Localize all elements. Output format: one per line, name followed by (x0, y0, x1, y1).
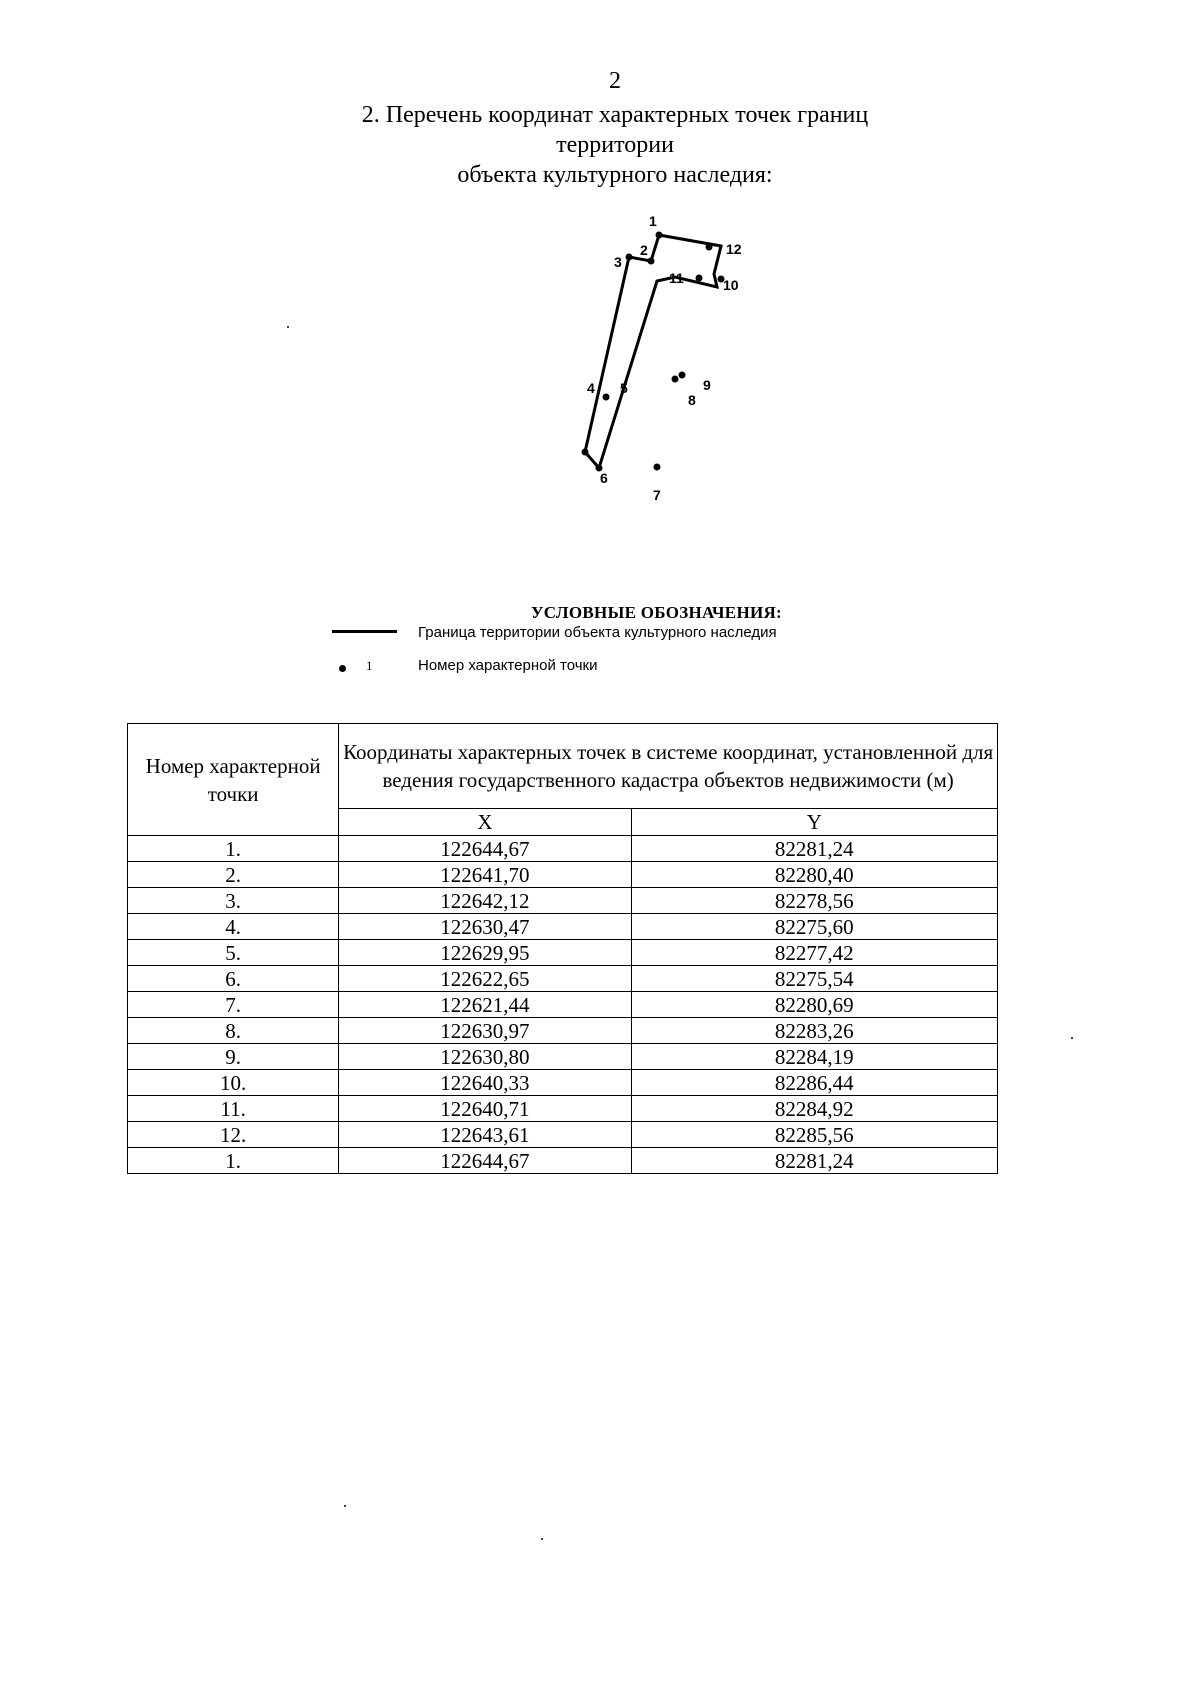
header-coordinates: Координаты характерных точек в системе координат, установленной для ведения государственного кадастра объектов недвижимости (м) (339, 724, 998, 809)
y-coordinate-cell: 82286,44 (631, 1070, 997, 1096)
scan-speck (287, 326, 289, 328)
table-row (128, 1070, 998, 1096)
scheme-point-marker (648, 258, 655, 265)
legend-boundary-label: Граница территории объекта культурного наследия (418, 624, 777, 641)
legend-boundary-line (332, 630, 397, 633)
table-row (128, 914, 998, 940)
table-row (128, 888, 998, 914)
table-row (128, 1018, 998, 1044)
point-number-cell: 1. (128, 836, 339, 862)
page-number: 2 (609, 68, 621, 94)
x-coordinate-cell: 122622,65 (339, 966, 631, 992)
table-row (128, 940, 998, 966)
x-coordinate-cell: 122640,71 (339, 1096, 631, 1122)
scheme-point-label: 10 (723, 277, 739, 293)
legend-point-marker (339, 665, 346, 672)
point-number-cell: 7. (128, 992, 339, 1018)
x-coordinate-cell: 122642,12 (339, 888, 631, 914)
header-point-number: Номер характерной точки (128, 724, 339, 836)
point-number-cell: 5. (128, 940, 339, 966)
scheme-point-marker (582, 449, 589, 456)
scheme-point-marker (672, 376, 679, 383)
point-number-cell: 9. (128, 1044, 339, 1070)
title-line-2: объекта культурного наследия: (457, 162, 773, 188)
boundary-scheme (0, 0, 1200, 560)
x-coordinate-cell: 122621,44 (339, 992, 631, 1018)
title-line-1: 2. Перечень координат характерных точек границ территории (361, 102, 869, 158)
scheme-point-marker (656, 232, 663, 239)
y-coordinate-cell: 82283,26 (631, 1018, 997, 1044)
legend-title: УСЛОВНЫЕ ОБОЗНАЧЕНИЯ: (531, 603, 783, 622)
point-number-cell: 2. (128, 862, 339, 888)
scheme-point-label: 2 (640, 242, 648, 258)
y-coordinate-cell: 82275,54 (631, 966, 997, 992)
header-y: Y (631, 809, 997, 836)
table-row (128, 1044, 998, 1070)
point-number-cell: 1. (128, 1148, 339, 1174)
x-coordinate-cell: 122643,61 (339, 1122, 631, 1148)
legend-point-label: Номер характерной точки (418, 657, 598, 674)
y-coordinate-cell: 82285,56 (631, 1122, 997, 1148)
scan-speck (1071, 1037, 1073, 1039)
y-coordinate-cell: 82280,40 (631, 862, 997, 888)
point-number-cell: 8. (128, 1018, 339, 1044)
scheme-point-label: 11 (669, 270, 684, 286)
x-coordinate-cell: 122640,33 (339, 1070, 631, 1096)
point-number-cell: 6. (128, 966, 339, 992)
x-coordinate-cell: 122629,95 (339, 940, 631, 966)
point-number-cell: 3. (128, 888, 339, 914)
x-coordinate-cell: 122630,80 (339, 1044, 631, 1070)
x-coordinate-cell: 122641,70 (339, 862, 631, 888)
scan-speck (344, 1505, 346, 1507)
x-coordinate-cell: 122644,67 (339, 836, 631, 862)
x-coordinate-cell: 122630,47 (339, 914, 631, 940)
table-row (128, 966, 998, 992)
scheme-point-label: 8 (688, 392, 696, 408)
table-row (128, 1096, 998, 1122)
point-number-cell: 4. (128, 914, 339, 940)
legend-point-sample-label: 1 (366, 658, 373, 673)
y-coordinate-cell: 82278,56 (631, 888, 997, 914)
scan-speck (541, 1538, 543, 1540)
table-row (128, 862, 998, 888)
scheme-point-label: 5 (620, 380, 628, 396)
y-coordinate-cell: 82281,24 (631, 1148, 997, 1174)
scheme-point-label: 4 (587, 380, 595, 396)
x-coordinate-cell: 122644,67 (339, 1148, 631, 1174)
scheme-point-label: 6 (600, 470, 608, 486)
scheme-point-marker (603, 394, 610, 401)
scheme-point-label: 9 (703, 377, 711, 393)
scheme-point-marker (626, 254, 633, 261)
point-number-cell: 10. (128, 1070, 339, 1096)
y-coordinate-cell: 82284,92 (631, 1096, 997, 1122)
table-row (128, 1148, 998, 1174)
point-number-cell: 12. (128, 1122, 339, 1148)
table-row (128, 992, 998, 1018)
y-coordinate-cell: 82280,69 (631, 992, 997, 1018)
scheme-point-label: 1 (649, 213, 657, 229)
scheme-point-marker (696, 275, 703, 282)
y-coordinate-cell: 82281,24 (631, 836, 997, 862)
scheme-point-marker (679, 372, 686, 379)
y-coordinate-cell: 82275,60 (631, 914, 997, 940)
scheme-point-marker (706, 244, 713, 251)
y-coordinate-cell: 82277,42 (631, 940, 997, 966)
coordinates-table (127, 723, 998, 1174)
scheme-point-label: 3 (614, 254, 622, 270)
scheme-point-label: 12 (726, 241, 742, 257)
y-coordinate-cell: 82284,19 (631, 1044, 997, 1070)
scheme-point-marker (654, 464, 661, 471)
scheme-point-label: 7 (653, 487, 661, 503)
table-row (128, 836, 998, 862)
x-coordinate-cell: 122630,97 (339, 1018, 631, 1044)
boundary-polygon (585, 235, 721, 468)
table-row (128, 1122, 998, 1148)
header-x: X (339, 809, 631, 836)
point-number-cell: 11. (128, 1096, 339, 1122)
